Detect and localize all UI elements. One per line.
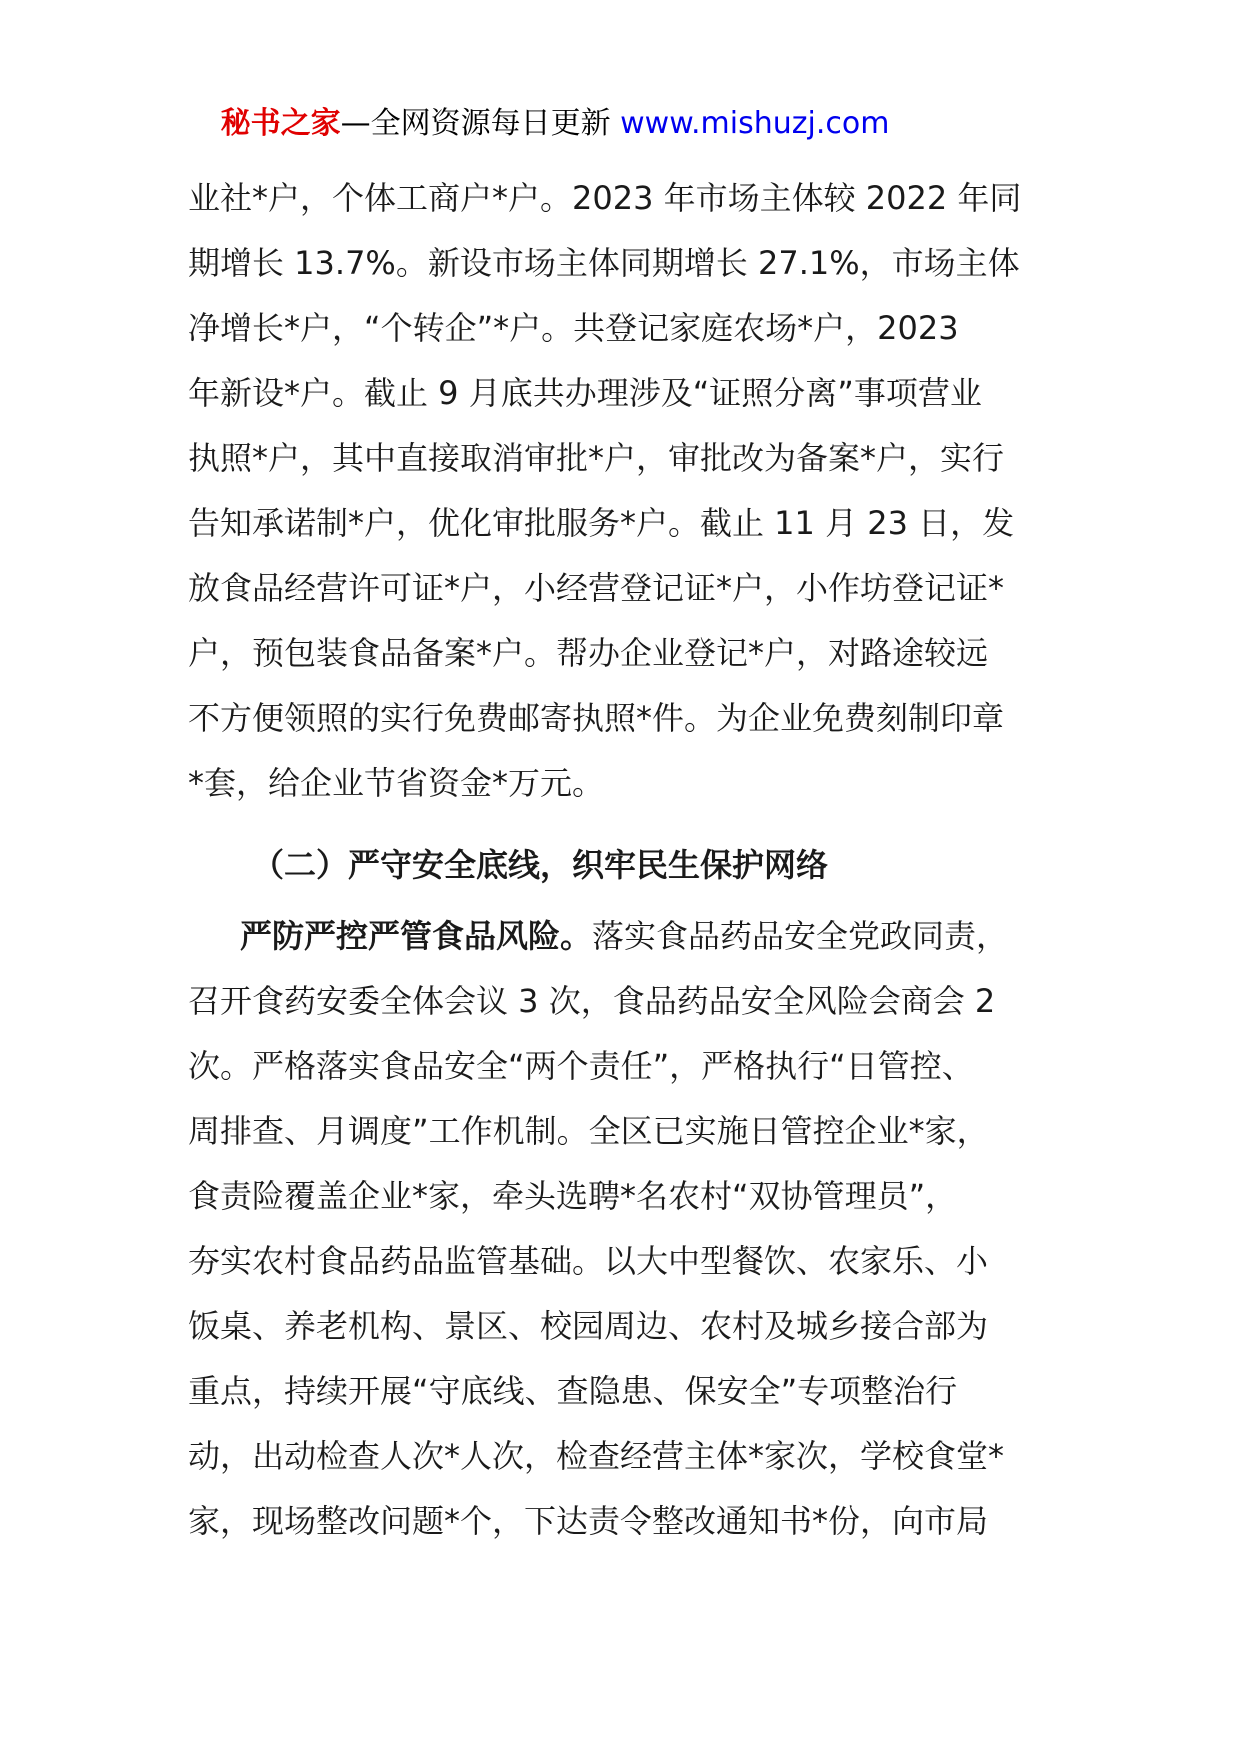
section-heading: （二）严守安全底线，织牢民生保护网络 xyxy=(252,846,829,884)
text-line: 动，出动检查人次*人次，检查经营主体*家次，学校食堂* xyxy=(188,1437,1005,1475)
text-line: 净增长*户，“个转企”*户。共登记家庭农场*户，2023 xyxy=(188,309,959,347)
paragraph-lead-bold: 严防严控严管食品风险。 xyxy=(240,917,593,955)
text-line-first xyxy=(188,904,1088,969)
text-line: 放食品经营许可证*户，小经营登记证*户，小作坊登记证* xyxy=(188,569,1005,607)
paragraph-market-entities xyxy=(188,166,1088,816)
text-line: 告知承诺制*户，优化审批服务*户。截止 11 月 23 日，发 xyxy=(188,504,1015,542)
document-body xyxy=(188,166,1088,1554)
text-line: 期增长 13.7%。新设市场主体同期增长 27.1%，市场主体 xyxy=(188,244,1020,282)
header-brand: 秘书之家 xyxy=(220,106,341,141)
paragraph-food-safety xyxy=(188,904,1088,1554)
text-line: *套，给企业节省资金*万元。 xyxy=(188,764,605,802)
text-line: 夯实农村食品药品监管基础。以大中型餐饮、农家乐、小 xyxy=(188,1242,989,1280)
text-line: 召开食药安委全体会议 3 次，食品药品安全风险会商会 2 xyxy=(188,982,996,1020)
text-line: 不方便领照的实行免费邮寄执照*件。为企业免费刻制印章 xyxy=(188,699,1005,737)
text-line: 家，现场整改问题*个，下达责令整改通知书*份，向市局 xyxy=(188,1502,989,1540)
header-slogan: —全网资源每日更新 xyxy=(340,106,611,141)
text-line: 户，预包装食品备案*户。帮办企业登记*户，对路途较远 xyxy=(188,634,989,672)
text-line: 次。严格落实食品安全“两个责任”，严格执行“日管控、 xyxy=(188,1047,974,1085)
page-header xyxy=(0,102,1110,146)
header-url-link[interactable]: www.mishuzj.com xyxy=(620,106,890,141)
text-line: 年新设*户。截止 9 月底共办理涉及“证照分离”事项营业 xyxy=(188,374,982,412)
text-line: 饭桌、养老机构、景区、校园周边、农村及城乡接合部为 xyxy=(188,1307,989,1345)
text-line: 周排查、月调度”工作机制。全区已实施日管控企业*家， xyxy=(188,1112,989,1150)
text-line: 执照*户，其中直接取消审批*户，审批改为备案*户，实行 xyxy=(188,439,1005,477)
paragraph-first-line-rest: 落实食品药品安全党政同责， xyxy=(592,917,1009,955)
text-line: 重点，持续开展“守底线、查隐患、保安全”专项整治行 xyxy=(188,1372,958,1410)
text-line: 食责险覆盖企业*家，牵头选聘*名农村“双协管理员”， xyxy=(188,1177,958,1215)
text-line: 业社*户，个体工商户*户。2023 年市场主体较 2022 年同 xyxy=(188,179,1022,217)
